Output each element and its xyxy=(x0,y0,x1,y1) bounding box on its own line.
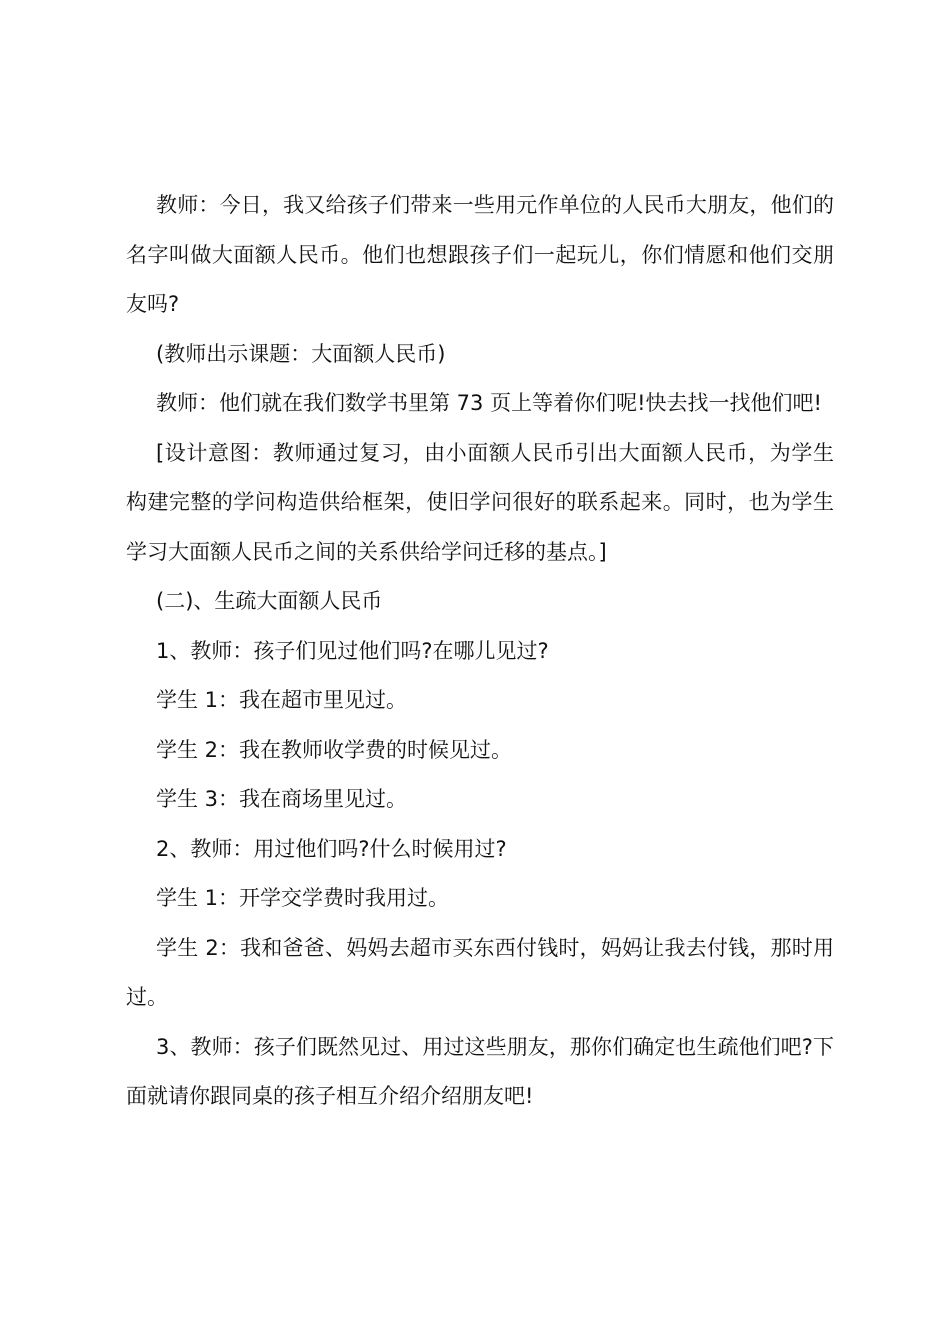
section-heading: (二)、生疏大面额人民币 xyxy=(156,589,383,613)
paragraph-teacher-intro: 教师：今日，我又给孩子们带来一些用元作单位的人民币大朋友，他们的名字叫做大面额人民币。他们也想跟孩子们一起玩儿，你们情愿和他们交朋友吗? xyxy=(126,193,834,316)
paragraph-student-answer: 学生 3：我在商场里见过。 xyxy=(156,787,408,811)
paragraph-student-answer: 学生 1：开学交学费时我用过。 xyxy=(156,886,450,910)
paragraph-design-intent: [设计意图：教师通过复习，由小面额人民币引出大面额人民币，为学生构建完整的学问构造供给框架，使旧学问很好的联系起来。同时，也为学生学习大面额人民币之间的关系供给学问迁移的基点。] xyxy=(126,440,834,564)
paragraph-student-answer: 学生 1：我在超市里见过。 xyxy=(156,688,408,712)
paragraph-student-answer: 学生 2：我在教师收学费的时候见过。 xyxy=(156,737,513,762)
paragraph-student-answer: 学生 2：我和爸爸、妈妈去超市买东西付钱时，妈妈让我去付钱，那时用过。 xyxy=(126,935,834,1009)
paragraph-question-2: 2、教师：用过他们吗?什么时候用过? xyxy=(156,836,507,861)
paragraph-question-3: 3、教师：孩子们既然见过、用过这些朋友，那你们确定也生疏他们吧?下面就请你跟同桌的孩子相互介绍介绍朋友吧! xyxy=(126,1034,834,1108)
document-body xyxy=(126,181,834,1122)
paragraph-lesson-title: (教师出示课题：大面额人民币) xyxy=(156,341,446,366)
paragraph-question-1: 1、教师：孩子们见过他们吗?在哪儿见过? xyxy=(156,638,549,663)
paragraph-teacher-textbook: 教师：他们就在我们数学书里第 73 页上等着你们呢!快去找一找他们吧! xyxy=(156,391,822,415)
